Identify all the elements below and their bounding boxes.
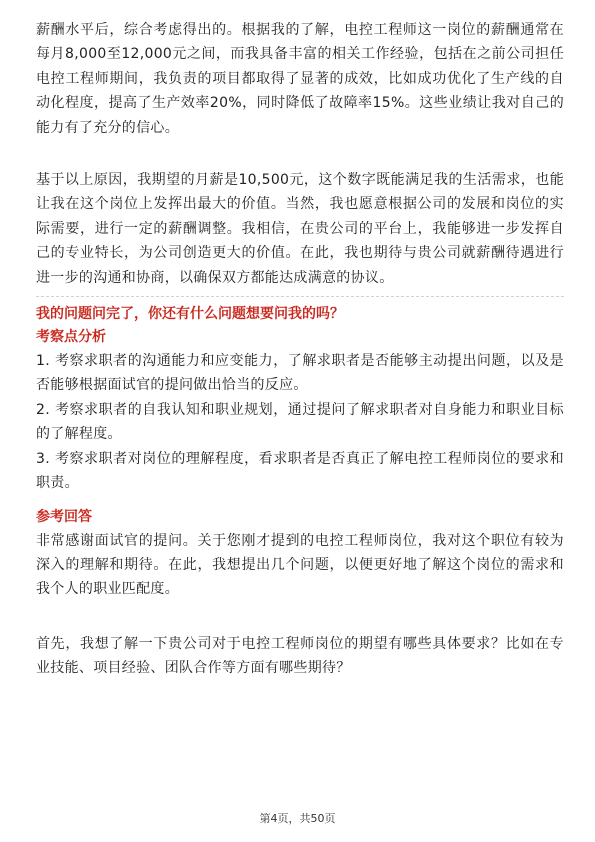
section-divider bbox=[36, 296, 564, 297]
paragraph-spacer bbox=[36, 140, 564, 168]
page-number: 第4页，共50页 bbox=[259, 812, 336, 825]
interview-question: 我的问题问完了，你还有什么问题想要问我的吗？ bbox=[36, 306, 344, 323]
page-content bbox=[36, 18, 564, 681]
analysis-heading: 考察点分析 bbox=[36, 329, 106, 346]
answer-paragraph-2: 基于以上原因，我期望的月薪是10,500元，这个数字既能满足我的生活需求，也能让我在这个岗位上发挥出最大的价值。当然，我也愿意根据公司的发展和岗位的实际需要，进行一定的薪酬调整。我相信，在贵公司的平台上，我能够进一步发挥自己的专业特长，为公司创造更大的价值。在此，我也期待与贵公司就薪酬待遇进行进一步的沟通和协商，以确保双方都能达成满意的协议。 bbox=[36, 172, 564, 286]
reference-paragraph-2: 首先，我想了解一下贵公司对于电控工程师岗位的期望有哪些具体要求？比如在专业技能、项目经验、团队合作等方面有哪些期待？ bbox=[36, 635, 564, 677]
analysis-item-1: 1. 考察求职者的沟通能力和应变能力，了解求职者是否能够主动提出问题，以及是否能够根据面试官的提问做出恰当的反应。 bbox=[36, 353, 564, 394]
answer-paragraph-1: 薪酬水平后，综合考虑得出的。根据我的了解，电控工程师这一岗位的薪酬通常在每月8,000至12,000元之间，而我具备丰富的相关工作经验，包括在之前公司担任电控工程师期间，我负责的项目都取得了显著的成效，比如成功优化了生产线的自动化程度，提高了生产效率20%，同时降低了故障率15%。这些业绩让我对自己的能力有了充分的信心。 bbox=[36, 22, 564, 136]
paragraph-spacer bbox=[36, 602, 564, 632]
analysis-item-3: 3. 考察求职者对岗位的理解程度，看求职者是否真正了解电控工程师岗位的要求和职责。 bbox=[36, 450, 564, 492]
reference-heading: 参考回答 bbox=[36, 508, 92, 525]
reference-paragraph-1: 非常感谢面试官的提问。关于您刚才提到的电控工程师岗位，我对这个职位有较为深入的理解和期待。在此，我想提出几个问题，以便更好地了解这个岗位的需求和我个人的职业匹配度。 bbox=[36, 532, 564, 598]
section-spacer bbox=[36, 496, 564, 506]
analysis-item-2: 2. 考察求职者的自我认知和职业规划，通过提问了解求职者对自身能力和职业目标的了解程度。 bbox=[36, 401, 564, 443]
